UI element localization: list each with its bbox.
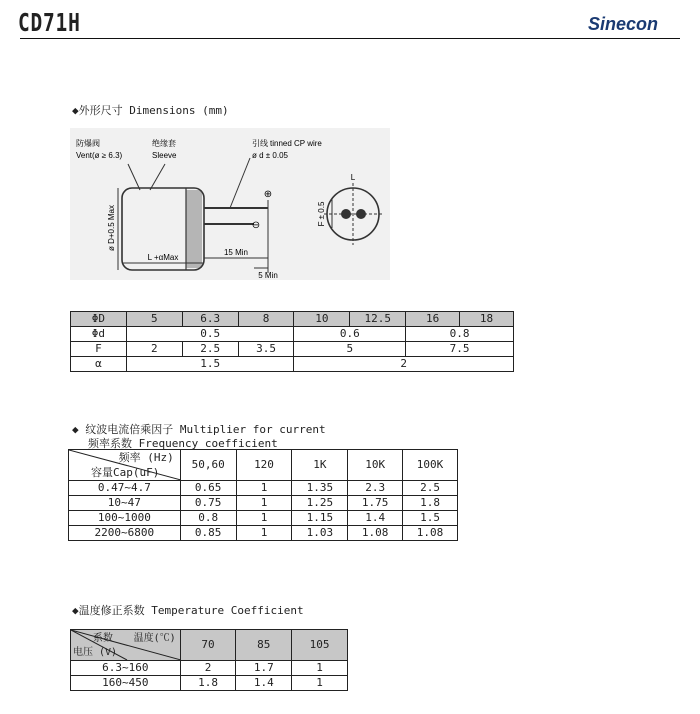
table-cell: 0.8: [406, 327, 514, 342]
minus-icon: ⊖: [251, 220, 261, 231]
multiplier-subtitle: 频率系数 Frequency coefficient: [88, 437, 278, 450]
temperature-title: ◆温度修正系数 Temperature Coefficient: [72, 604, 304, 617]
table-row: [71, 342, 514, 357]
table-cell: 0.8: [180, 511, 236, 526]
table-cell: 1: [236, 511, 292, 526]
table-cell: 12.5: [350, 312, 406, 327]
table-cell: 7.5: [406, 342, 514, 357]
table-cell: 1.15: [292, 511, 348, 526]
table-cell: 3.5: [238, 342, 294, 357]
table-cell: 2: [126, 342, 182, 357]
table-cell: 1.25: [292, 496, 348, 511]
corner-cell: [71, 630, 181, 661]
sleeve-cn-label: 绝缘套: [152, 139, 176, 148]
table-cell: 2.3: [348, 481, 403, 496]
table-row: [71, 630, 348, 661]
column-header: 105: [292, 630, 348, 661]
volt-range: 160~450: [71, 676, 181, 691]
table-cell: 2.5: [182, 342, 238, 357]
table-cell: 0.75: [180, 496, 236, 511]
cap-header: 容量Cap(uF): [91, 466, 160, 479]
table-cell: 2.5: [403, 481, 458, 496]
table-cell: 0.85: [180, 526, 236, 541]
table-row: [71, 661, 348, 676]
corner-cell: [69, 450, 181, 481]
table-cell: 1.08: [348, 526, 403, 541]
volt-range: 6.3~160: [71, 661, 181, 676]
column-header: 70: [180, 630, 236, 661]
table-cell: 0.65: [180, 481, 236, 496]
lead-cn-label: 引线: [252, 139, 268, 148]
table-cell: 1: [236, 496, 292, 511]
table-cell: 16: [406, 312, 460, 327]
row-label: F: [71, 342, 127, 357]
table-cell: 1.03: [292, 526, 348, 541]
table-cell: 1.8: [180, 676, 236, 691]
table-cell: 1.35: [292, 481, 348, 496]
end-view-l-label: L: [350, 173, 356, 182]
table-cell: 5: [294, 342, 406, 357]
sleeve-en-label: Sleeve: [152, 151, 177, 160]
table-cell: 5: [126, 312, 182, 327]
table-row: [69, 481, 458, 496]
vent-en-label: Vent(ø ≥ 6.3): [76, 151, 123, 160]
freq-header: 频率 (Hz): [118, 451, 174, 464]
min5-label: 5 Min: [258, 271, 278, 280]
plus-icon: ⊕: [263, 189, 273, 200]
table-cell: 1.4: [236, 676, 292, 691]
table-cell: 2: [180, 661, 236, 676]
model-number: CD71H: [18, 8, 81, 37]
lead-en-label: tinned CP wire: [270, 139, 322, 148]
lead-dia-label: ø d ± 0.05: [252, 151, 288, 160]
dimension-drawing: [70, 128, 390, 280]
table-cell: 1: [292, 661, 348, 676]
table-cell: 1: [292, 676, 348, 691]
table-cell: 1.75: [348, 496, 403, 511]
header-divider: [20, 38, 680, 39]
table-cell: 8: [238, 312, 294, 327]
table-cell: 0.5: [126, 327, 294, 342]
cap-range: 10~47: [69, 496, 181, 511]
pitch-label: F ± 0.5: [317, 201, 326, 227]
table-cell: 1.7: [236, 661, 292, 676]
volt-header: 电压 (V): [73, 647, 118, 658]
min15-label: 15 Min: [223, 248, 249, 257]
cap-range: 100~1000: [69, 511, 181, 526]
table-cell: 1.08: [403, 526, 458, 541]
table-cell: 1: [236, 526, 292, 541]
table-cell: 10: [294, 312, 350, 327]
dimensions-title: ◆外形尺寸 Dimensions (mm): [72, 104, 229, 117]
table-row: [69, 511, 458, 526]
table-row: [71, 327, 514, 342]
table-cell: 1.5: [403, 511, 458, 526]
table-row: [71, 312, 514, 327]
column-header: 120: [236, 450, 292, 481]
table-cell: 2: [294, 357, 514, 372]
brand-logo: Sinecon: [588, 14, 659, 34]
row-label: α: [71, 357, 127, 372]
vent-cn-label: 防爆阀: [76, 139, 100, 148]
dimensions-table: [70, 311, 514, 372]
table-row: [71, 676, 348, 691]
coef-header: 系数: [93, 633, 113, 644]
column-header: 1K: [292, 450, 348, 481]
temp-header: 温度(℃): [133, 633, 176, 644]
row-label: ΦD: [71, 312, 127, 327]
column-header: 10K: [348, 450, 403, 481]
table-row: [69, 450, 458, 481]
table-cell: 0.6: [294, 327, 406, 342]
table-row: [71, 357, 514, 372]
diameter-label: ø D+0.5 Max: [107, 204, 116, 252]
table-row: [69, 526, 458, 541]
temperature-table: [70, 629, 348, 691]
multiplier-title: ◆ 纹波电流倍乘因子 Multiplier for current: [72, 423, 326, 436]
row-label: Φd: [71, 327, 127, 342]
table-cell: 1.5: [126, 357, 294, 372]
table-cell: 6.3: [182, 312, 238, 327]
multiplier-table: [68, 449, 458, 541]
column-header: 85: [236, 630, 292, 661]
table-cell: 1.8: [403, 496, 458, 511]
length-label: L +αMax: [147, 253, 179, 262]
table-cell: 1.4: [348, 511, 403, 526]
table-row: [69, 496, 458, 511]
table-cell: 18: [460, 312, 514, 327]
cap-range: 0.47~4.7: [69, 481, 181, 496]
column-header: 50,60: [180, 450, 236, 481]
cap-range: 2200~6800: [69, 526, 181, 541]
column-header: 100K: [403, 450, 458, 481]
table-cell: 1: [236, 481, 292, 496]
